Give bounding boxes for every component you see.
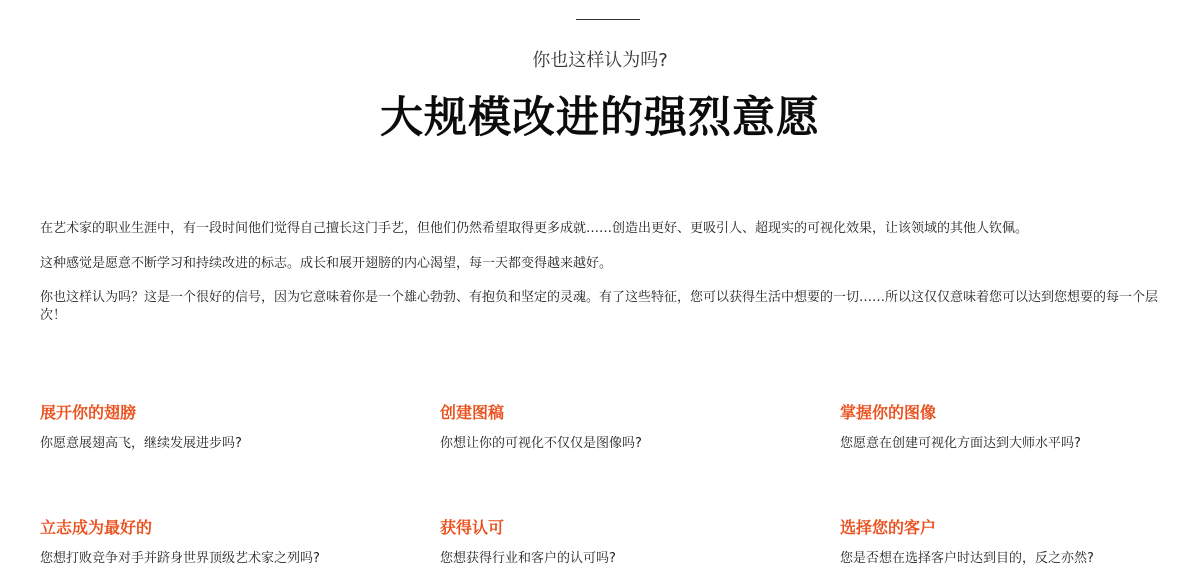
section-divider bbox=[576, 19, 640, 20]
feature-description: 您想打败竞争对手并跻身世界顶级艺术家之列吗? bbox=[40, 551, 320, 566]
feature-description: 您是否想在选择客户时达到目的，反之亦然? bbox=[840, 551, 1094, 566]
feature-description: 你愿意展翅高飞，继续发展进步吗? bbox=[40, 436, 242, 451]
feature-spread-wings bbox=[40, 402, 400, 453]
feature-choose-clients bbox=[840, 517, 1200, 568]
feature-title: 获得认可 bbox=[440, 518, 505, 537]
feature-title: 立志成为最好的 bbox=[40, 518, 153, 537]
intro-paragraph-3: 你也这样认为吗？这是一个很好的信号，因为它意味着你是一个雄心勃勃、有抱负和坚定的灵魂。有了这些特征，您可以获得生活中想要的一切……所以这仅仅意味着您可以达到您想要的每一个层次！ bbox=[40, 290, 1159, 323]
feature-title: 展开你的翅膀 bbox=[40, 403, 137, 422]
feature-description: 您想获得行业和客户的认可吗? bbox=[440, 551, 616, 566]
section-headline: 大规模改进的强烈意愿 bbox=[380, 93, 820, 143]
feature-description: 您愿意在创建可视化方面达到大师水平吗? bbox=[840, 436, 1081, 451]
feature-master-images bbox=[840, 402, 1200, 453]
intro-paragraph-2: 这种感觉是愿意不断学习和持续改进的标志。成长和展开翅膀的内心渴望，每一天都变得越来越好。 bbox=[40, 256, 613, 271]
feature-title: 掌握你的图像 bbox=[840, 403, 937, 422]
intro-paragraph-1: 在艺术家的职业生涯中，有一段时间他们觉得自己擅长这门手艺，但他们仍然希望取得更多成就……创造出更好、更吸引人、超现实的可视化效果，让该领域的其他人钦佩。 bbox=[40, 221, 1029, 236]
feature-create-artwork bbox=[440, 402, 800, 453]
feature-get-recognition bbox=[440, 517, 800, 568]
feature-title: 选择您的客户 bbox=[840, 518, 937, 537]
feature-title: 创建图稿 bbox=[440, 403, 505, 422]
feature-aim-best bbox=[40, 517, 400, 568]
section-subtitle: 你也这样认为吗? bbox=[532, 50, 668, 71]
feature-description: 你想让你的可视化不仅仅是图像吗? bbox=[440, 436, 642, 451]
